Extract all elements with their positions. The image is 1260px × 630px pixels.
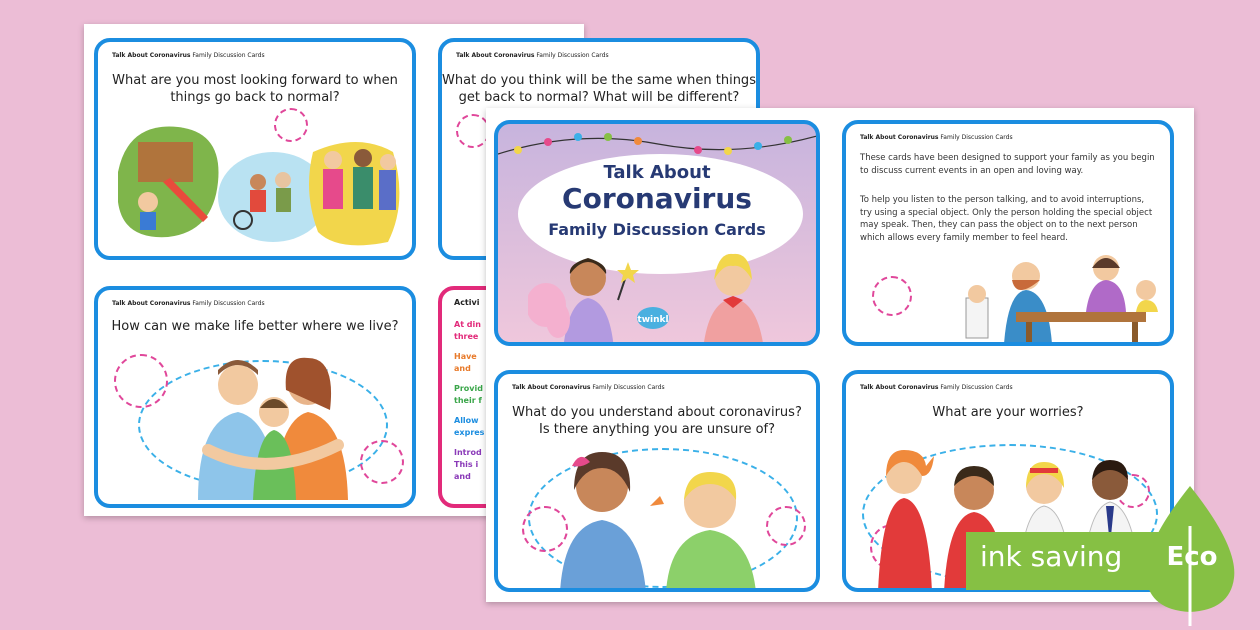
- activity-line: expres: [454, 428, 485, 437]
- activity-line: Have: [454, 352, 477, 361]
- card-question: What do you understand about coronavirus? Is there anything you are unsure of?: [512, 405, 802, 437]
- card-question: How can we make life better where we live?: [111, 319, 399, 334]
- ink-saving-label: ink saving: [980, 540, 1123, 573]
- activity-line: their f: [454, 396, 482, 405]
- family-dinner-illustration: [956, 250, 1166, 344]
- activity-line: At din: [454, 320, 481, 329]
- activity-line: Provid: [454, 384, 483, 393]
- card-header: Talk About Coronavirus Family Discussion Cards: [112, 52, 265, 59]
- activity-line: Activi: [454, 298, 480, 307]
- front-worksheet-page: [486, 108, 1194, 602]
- ink-saving-eco-badge: [966, 532, 1250, 590]
- decor-circle: [114, 354, 168, 408]
- children-costume-illustration: [528, 250, 798, 346]
- card-header: Talk About Coronavirus Family Discussion Cards: [112, 300, 265, 307]
- card-looking-forward: [94, 38, 416, 260]
- card-life-better: [94, 286, 416, 508]
- card-header: Talk About Coronavirus Family Discussion Cards: [512, 384, 665, 391]
- card-info: [842, 120, 1174, 346]
- activity-line: and: [454, 364, 471, 373]
- activity-line: This i: [454, 460, 479, 469]
- title-family-discussion-cards: Family Discussion Cards: [548, 220, 766, 239]
- card-header: Talk About Coronavirus Family Discussion Cards: [860, 384, 1013, 391]
- activity-line: Introd: [454, 448, 482, 457]
- title-coronavirus: Coronavirus: [562, 182, 752, 215]
- title-talk-about: Talk About: [603, 162, 711, 183]
- card-header: Talk About Coronavirus Family Discussion Cards: [456, 52, 609, 59]
- family-hug-illustration: [188, 350, 358, 500]
- card-title: [494, 120, 820, 346]
- activity-line: and: [454, 472, 471, 481]
- decor-circle: [456, 114, 490, 148]
- activity-line: three: [454, 332, 479, 341]
- info-paragraph-1: These cards have been designed to support your family as you begin to discuss current events in an open and loving way.: [860, 153, 1155, 176]
- playground-illustration: [108, 112, 408, 252]
- decor-circle: [766, 506, 806, 546]
- activity-line: Allow: [454, 416, 479, 425]
- card-header: Talk About Coronavirus Family Discussion Cards: [860, 134, 1013, 141]
- eco-badge-text: Eco: [1166, 542, 1218, 572]
- card-understand: [494, 370, 820, 592]
- info-paragraph-2: To help you listen to the person talking, and to avoid interruptions, try using a special object. Only the person holding the special object may speak. Then, they can pass the object on to the next person which allows every family member to feel heard.: [860, 195, 1153, 243]
- card-question: What are you most looking forward to when things go back to normal?: [112, 73, 398, 105]
- decor-circle: [274, 108, 308, 142]
- card-question: What are your worries?: [932, 405, 1084, 420]
- decor-circle: [360, 440, 404, 484]
- card-question: What do you think will be the same when things get back to normal? What will be different?: [442, 73, 756, 105]
- decor-circle: [872, 276, 912, 316]
- children-thinking-illustration: [560, 446, 760, 592]
- twinkl-logo: twinkl: [637, 315, 669, 325]
